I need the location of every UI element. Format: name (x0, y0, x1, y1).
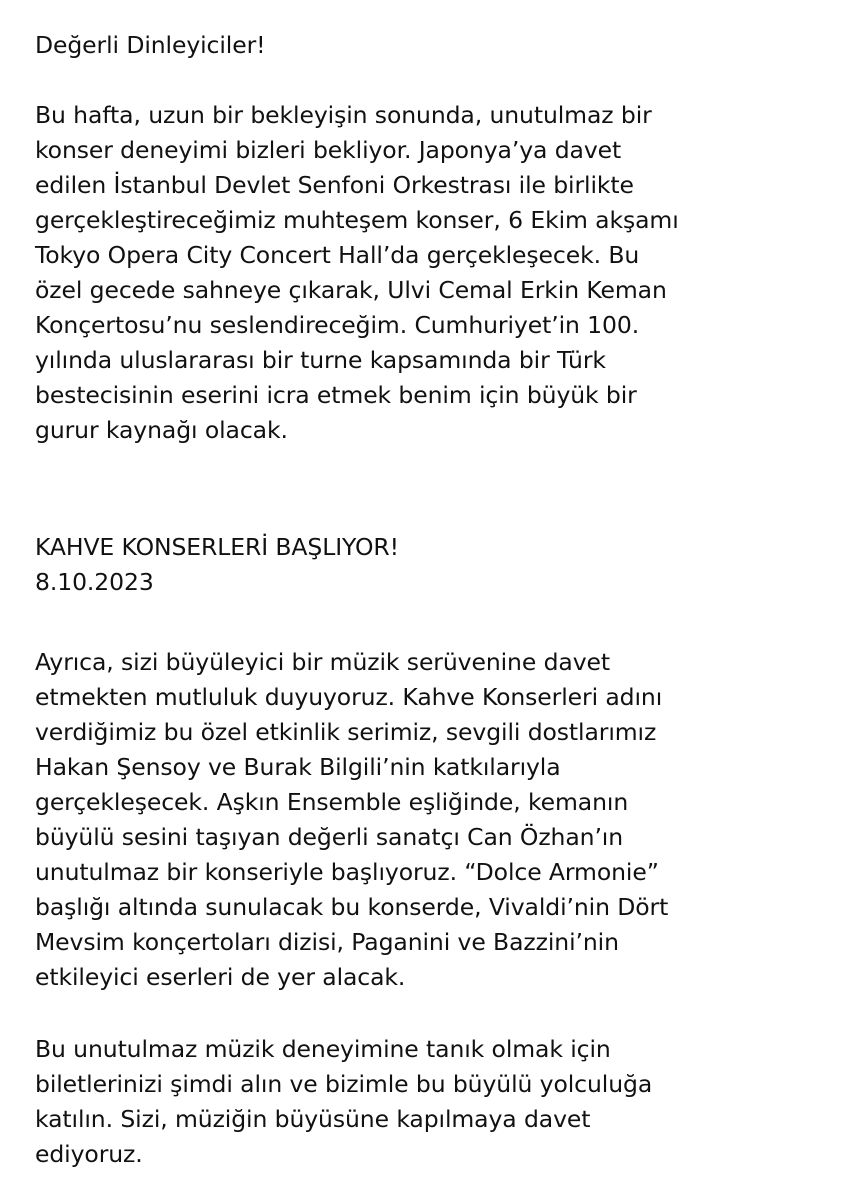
paragraph-line: Bu hafta, uzun bir bekleyişin sonunda, unutulmaz bir (35, 101, 652, 129)
paragraph-line: Konçertosu’nu seslendireceğim. Cumhuriyet’in 100. (35, 311, 640, 339)
paragraph-line: Bu unutulmaz müzik deneyimine tanık olmak için (35, 1035, 611, 1063)
paragraph-line: etmekten mutluluk duyuyoruz. Kahve Konserleri adını (35, 683, 663, 711)
paragraph-line: konser deneyimi bizleri bekliyor. Japonya’ya davet (35, 136, 622, 164)
paragraph-line: unutulmaz bir konseriyle başlıyoruz. “Dolce Armonie” (35, 858, 659, 886)
paragraph-line: gerçekleştireceğimiz muhteşem konser, 6 Ekim akşamı (35, 206, 679, 234)
paragraph-line: katılın. Sizi, müziğin büyüsüne kapılmaya davet (35, 1105, 591, 1133)
paragraph-line: gurur kaynağı olacak. (35, 416, 288, 444)
paragraph-line: özel gecede sahneye çıkarak, Ulvi Cemal Erkin Keman (35, 276, 667, 304)
paragraph-concert-announcement (35, 98, 679, 448)
paragraph-line: Hakan Şensoy ve Burak Bilgili’nin katkılarıyla (35, 753, 561, 781)
paragraph-line: Ayrıca, sizi büyüleyici bir müzik serüvenine davet (35, 648, 610, 676)
paragraph-line: başlığı altında sunulacak bu konserde, Vivaldi’nin Dört (35, 893, 669, 921)
paragraph-line: Mevsim konçertoları dizisi, Paganini ve Bazzini’nin (35, 928, 619, 956)
paragraph-line: Tokyo Opera City Concert Hall’da gerçekleşecek. Bu (35, 241, 640, 269)
section-heading (35, 530, 399, 600)
paragraph-line: bestecisinin eserini icra etmek benim için büyük bir (35, 381, 637, 409)
greeting-text: Değerli Dinleyiciler! (35, 31, 266, 59)
section-title: KAHVE KONSERLERİ BAŞLIYOR! (35, 533, 399, 561)
paragraph-line: edilen İstanbul Devlet Senfoni Orkestrası ile birlikte (35, 171, 634, 199)
paragraph-invitation (35, 1032, 652, 1172)
section-date: 8.10.2023 (35, 568, 154, 596)
paragraph-line: yılında uluslararası bir turne kapsamında bir Türk (35, 346, 606, 374)
greeting-block (35, 28, 265, 63)
paragraph-line: büyülü sesini taşıyan değerli sanatçı Can Özhan’ın (35, 823, 624, 851)
paragraph-line: ediyoruz. (35, 1140, 143, 1168)
paragraph-coffee-concerts (35, 645, 668, 995)
paragraph-line: etkileyici eserleri de yer alacak. (35, 963, 406, 991)
paragraph-line: gerçekleşecek. Aşkın Ensemble eşliğinde, kemanın (35, 788, 629, 816)
paragraph-line: biletlerinizi şimdi alın ve bizimle bu büyülü yolculuğa (35, 1070, 653, 1098)
paragraph-line: verdiğimiz bu özel etkinlik serimiz, sevgili dostlarımız (35, 718, 657, 746)
